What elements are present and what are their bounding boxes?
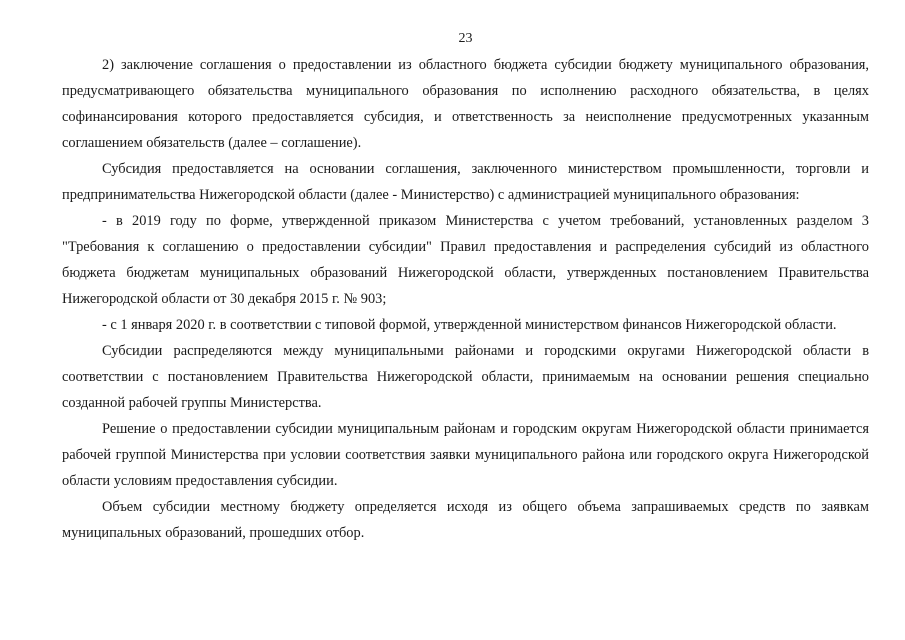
page-number: 23 (458, 31, 473, 46)
document-page (62, 30, 869, 546)
paragraph-distribution: Субсидии распределяются между муниципальными районами и городскими округами Нижегородской области в соответствии с постановлением Правительства Нижегородской области, принимаемым на основании решения специально созданной рабочей группы Министерства. (62, 343, 869, 411)
paragraph-2020-form: - с 1 января 2020 г. в соответствии с типовой формой, утвержденной министерством финансов Нижегородской области. (102, 317, 837, 333)
paragraph-agreement-conclusion: 2) заключение соглашения о предоставлении из областного бюджета субсидии бюджету муниципального образования, предусматривающего обязательства муниципального образования по исполнению расходного обязательства, в целях софинансирования которого предоставляется субсидия, и ответственность за неисполнение предусмотренных указанным соглашением обязательств (далее – соглашение). (62, 57, 869, 151)
paragraph-subsidy-basis: Субсидия предоставляется на основании соглашения, заключенного министерством промышленности, торговли и предпринимательства Нижегородской области (далее - Министерство) с администрацией муниципального образования: (62, 161, 869, 203)
paragraph-decision: Решение о предоставлении субсидии муниципальным районам и городским округам Нижегородской области принимается рабочей группой Министерства при условии соответствия заявки муниципального района или городского округа Нижегородской области условиям предоставления субсидии. (62, 421, 869, 489)
paragraph-2019-form: - в 2019 году по форме, утвержденной приказом Министерства с учетом требований, установленных разделом 3 "Требования к соглашению о предоставлении субсидии" Правил предоставления и распределения субсидий из областного бюджета бюджетам муниципальных образований Нижегородской области, утвержденных постановлением Правительства Нижегородской области от 30 декабря 2015 г. № 903; (62, 213, 869, 307)
paragraph-subsidy-volume: Объем субсидии местному бюджету определяется исходя из общего объема запрашиваемых средств по заявкам муниципальных образований, прошедших отбор. (62, 499, 869, 541)
